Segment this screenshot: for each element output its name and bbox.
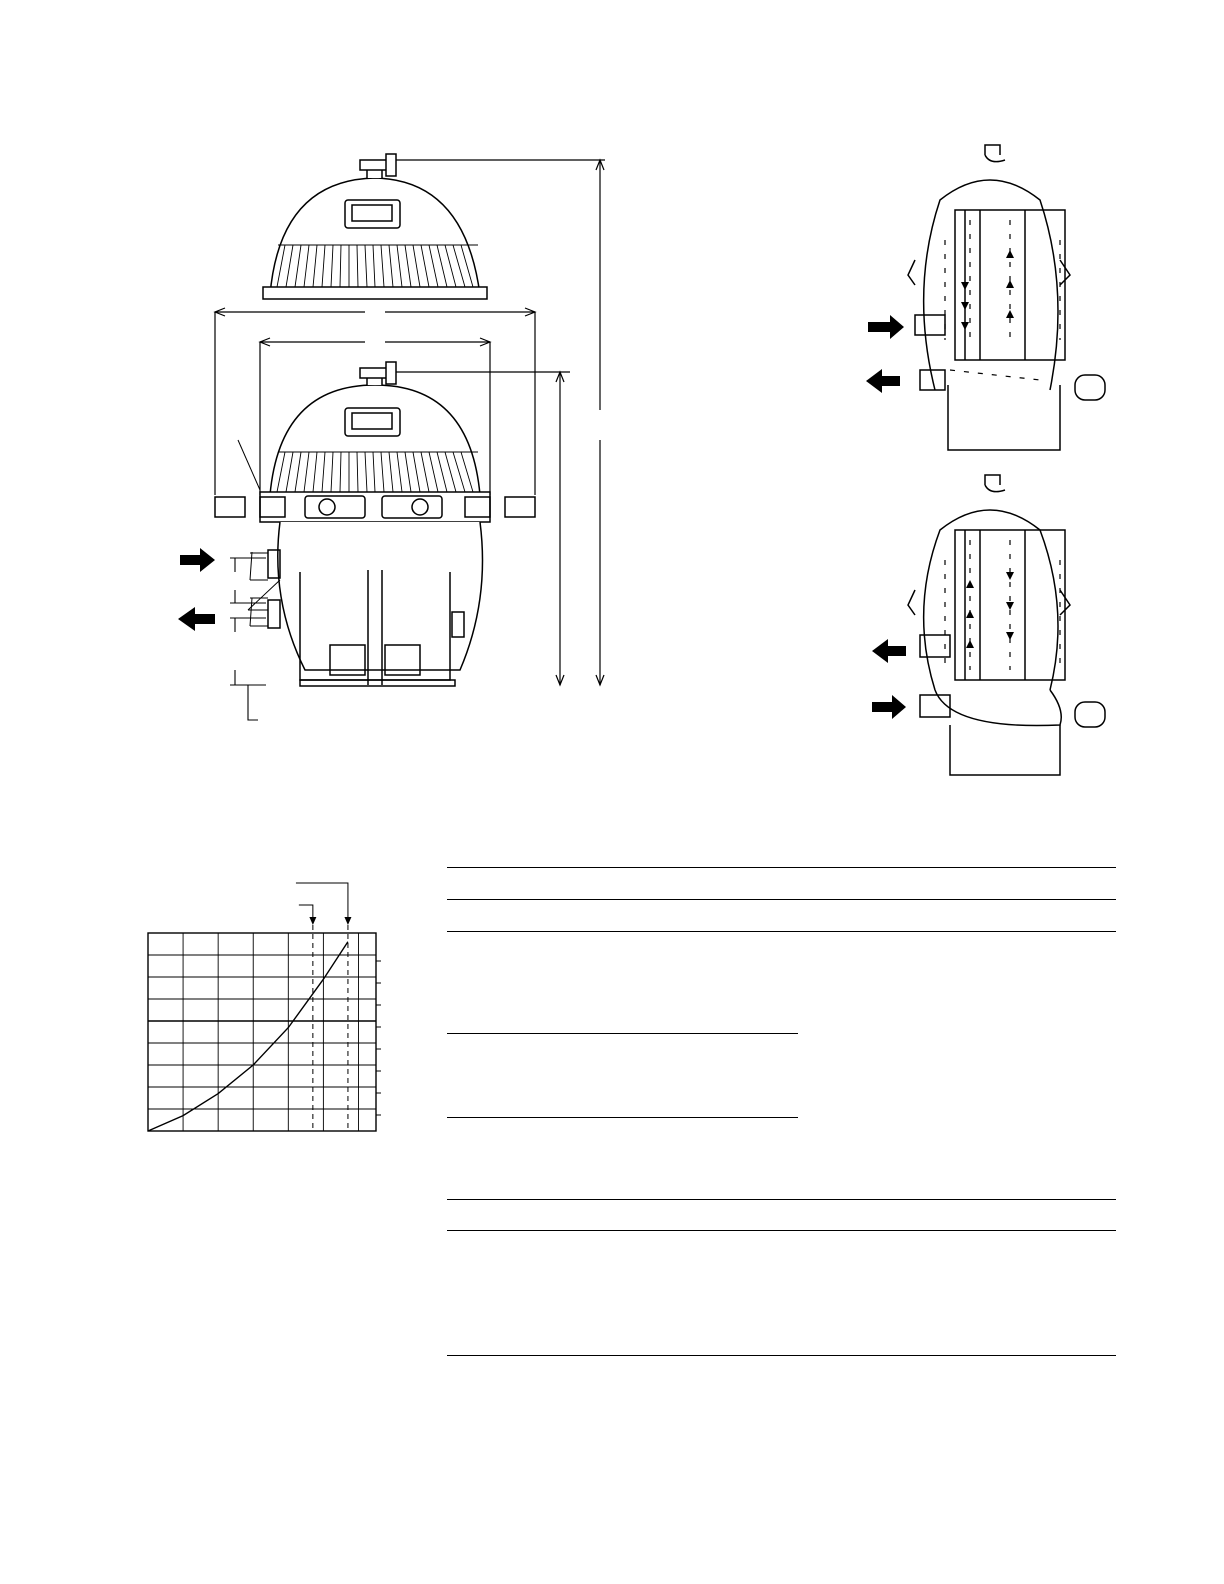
rule-mid-1 [447,1033,798,1034]
backwash-flow-diagram [860,470,1130,790]
series-line [148,942,348,1131]
assembled-filter [215,362,570,686]
outlet-arrow [178,607,215,631]
filter-flow-diagram [860,140,1130,460]
rule-top-3 [447,931,1116,932]
marker-arrowhead [344,917,351,925]
chart-frame [148,933,376,1131]
chart-svg [140,875,400,1140]
marker-arrowhead [309,917,316,925]
flow-rate-chart [140,875,400,1140]
rule-bottom-1 [447,1199,1116,1200]
rule-bottom-3 [447,1355,1116,1356]
rule-top-1 [447,867,1116,868]
inlet-arrow [180,548,215,572]
rule-top-2 [447,899,1116,900]
exploded-lid [263,154,605,299]
port-dimensions [230,558,266,720]
marker-leader [296,883,348,923]
rule-mid-2 [447,1117,798,1118]
overall-height-dimension [596,160,604,685]
filter-elevation-drawing [160,140,640,740]
marker-leader [299,905,313,923]
rule-bottom-2 [447,1230,1116,1231]
